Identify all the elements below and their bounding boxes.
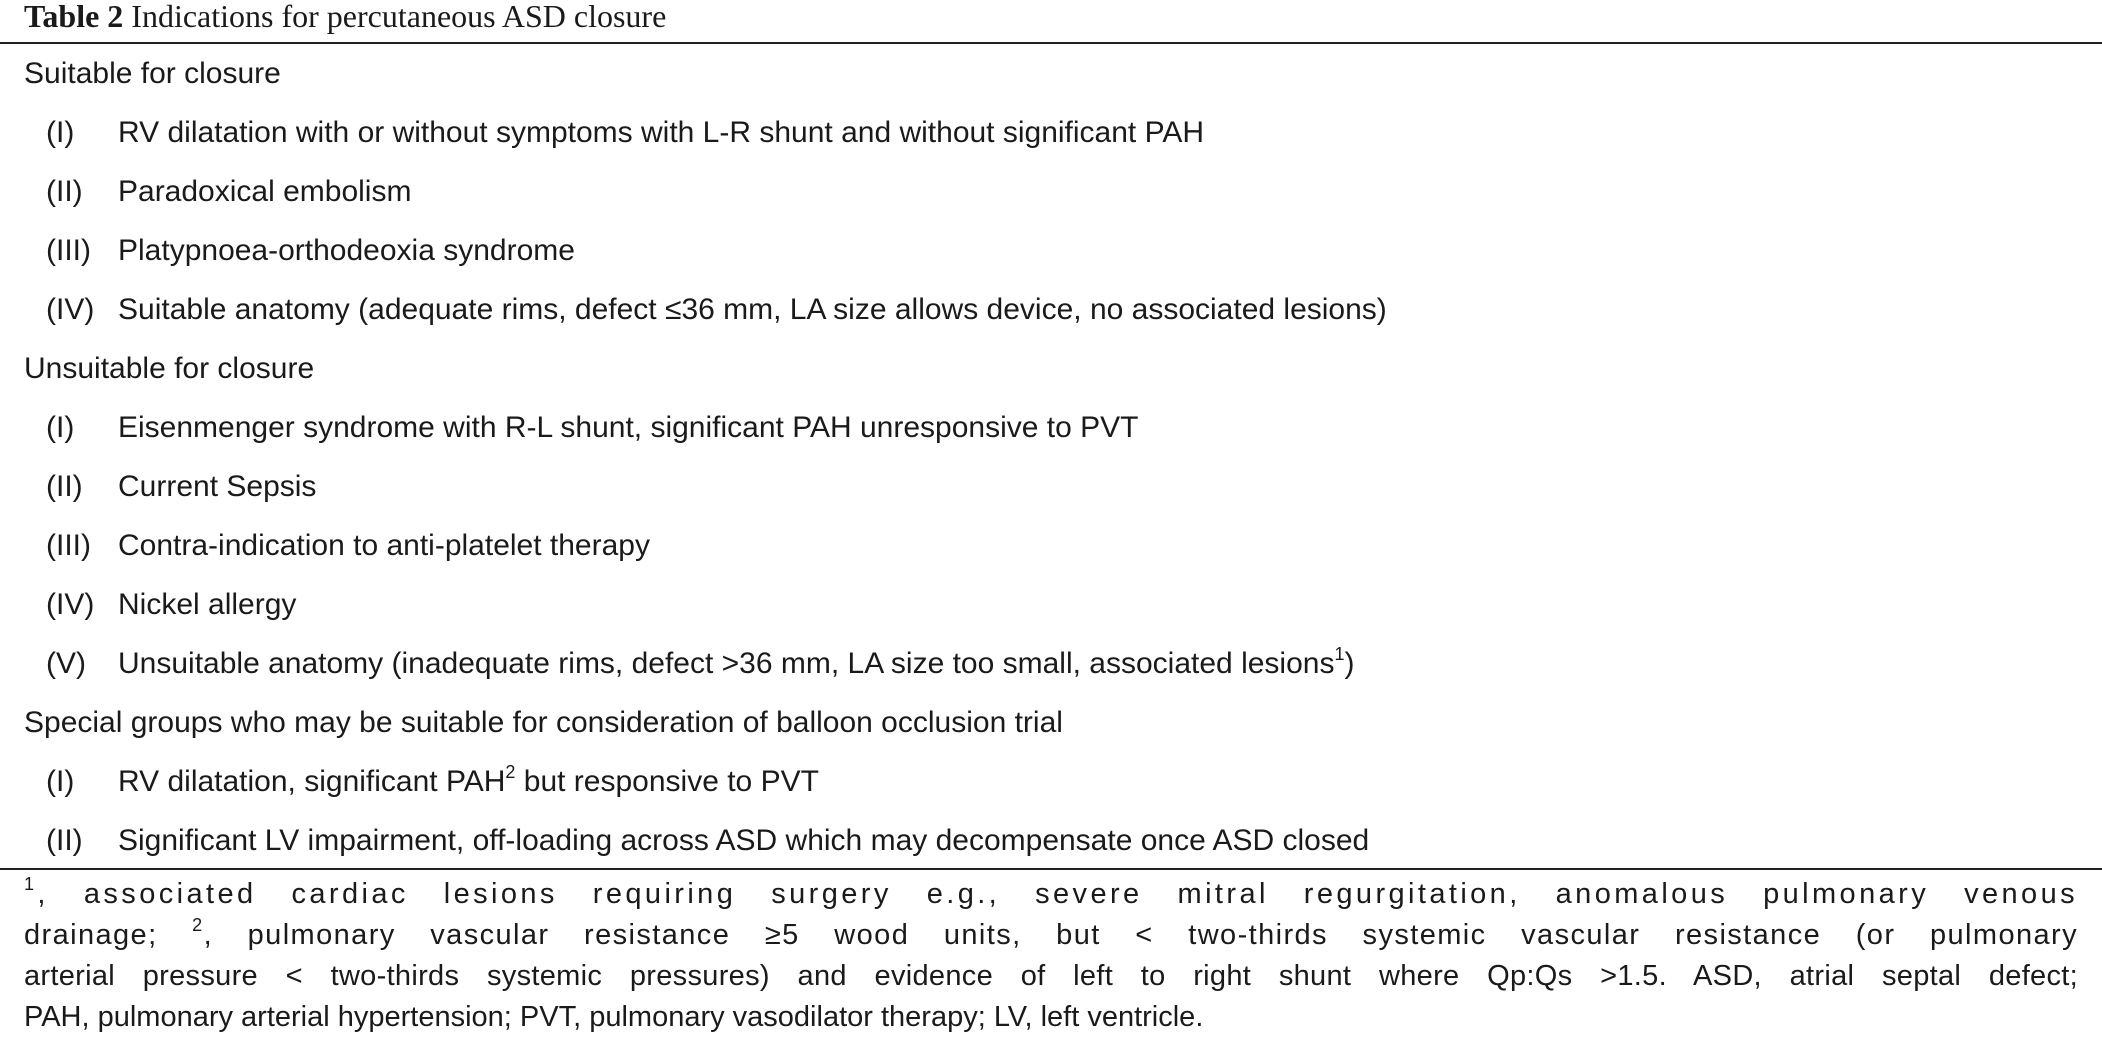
- section-heading-text: Special groups who may be suitable for consideration of balloon occlusion trial: [24, 706, 1063, 739]
- item-number: (IV): [46, 588, 95, 621]
- table-row: [0, 221, 2102, 280]
- item-number: (V): [46, 647, 86, 680]
- table-row: [0, 162, 2102, 221]
- section-heading-special-groups: [0, 693, 2102, 752]
- item-text-main: Unsuitable anatomy (inadequate rims, defect >36 mm, LA size too small, associated lesions: [118, 647, 1335, 680]
- item-text-tail: ): [1344, 647, 1355, 680]
- table-row: [0, 103, 2102, 162]
- item-text: Significant LV impairment, off-loading across ASD which may decompensate once ASD closed: [118, 824, 1370, 857]
- table-row: [0, 811, 2102, 870]
- footnote-line-4: PAH, pulmonary arterial hypertension; PVT, pulmonary vasodilator therapy; LV, left ventricle.: [24, 1001, 1204, 1033]
- item-number: (II): [46, 470, 83, 503]
- section-heading-suitable: [0, 44, 2102, 103]
- footnote-ref-1: 1: [1334, 644, 1345, 664]
- section-heading-text: Unsuitable for closure: [24, 352, 315, 385]
- footnote-line-2: [24, 915, 2078, 956]
- item-text: Nickel allergy: [118, 588, 297, 621]
- footnote-line-1: [24, 874, 2078, 915]
- table-row: [0, 752, 2102, 811]
- item-text-main: RV dilatation, significant PAH: [118, 765, 506, 798]
- item-number: (II): [46, 175, 83, 208]
- footnote-marker-2: 2: [192, 915, 204, 936]
- item-number: (III): [46, 529, 91, 562]
- item-text: Suitable anatomy (adequate rims, defect ≤36 mm, LA size allows device, no associated lesions): [118, 293, 1387, 326]
- table-row: [0, 457, 2102, 516]
- item-text: Platypnoea-orthodeoxia syndrome: [118, 234, 575, 267]
- item-text: Contra-indication to anti-platelet therapy: [118, 529, 650, 562]
- item-text-tail: but responsive to PVT: [515, 765, 819, 798]
- item-text: Paradoxical embolism: [118, 175, 412, 208]
- table-label: Table 2: [24, 0, 124, 34]
- table-caption: [24, 0, 666, 40]
- table-row: [0, 398, 2102, 457]
- footnote-text-1: , associated cardiac lesions requiring surgery e.g., severe mitral regurgitation, anomalous pulmonary venous: [37, 878, 2078, 910]
- item-text: RV dilatation with or without symptoms with L-R shunt and without significant PAH: [118, 116, 1205, 149]
- section-heading-text: Suitable for closure: [24, 57, 281, 90]
- table-body: [0, 44, 2102, 870]
- item-number: (I): [46, 411, 75, 444]
- item-number: (III): [46, 234, 91, 267]
- footnote-ref-2: 2: [505, 762, 516, 782]
- item-text: [118, 752, 819, 811]
- item-number: (I): [46, 116, 75, 149]
- table-row: [0, 516, 2102, 575]
- item-text: Current Sepsis: [118, 470, 317, 503]
- table-title: Indications for percutaneous ASD closure: [131, 0, 667, 34]
- table-footnote: [24, 874, 2078, 1038]
- item-text: Eisenmenger syndrome with R-L shunt, significant PAH unresponsive to PVT: [118, 411, 1139, 444]
- table-row: [0, 634, 2102, 693]
- footnote-marker-1: 1: [24, 874, 38, 895]
- item-number: (I): [46, 765, 75, 798]
- table-row: [0, 575, 2102, 634]
- footnote-text-2b: , pulmonary vascular resistance ≥5 wood units, but < two-thirds systemic vascular resistance (or pulmonary: [203, 919, 2078, 951]
- item-number: (II): [46, 824, 83, 857]
- footnote-line-3: arterial pressure < two-thirds systemic pressures) and evidence of left to right shunt where Qp:Qs >1.5. ASD, atrial septal defect;: [24, 960, 2078, 992]
- table-row: [0, 280, 2102, 339]
- section-heading-unsuitable: [0, 339, 2102, 398]
- item-number: (IV): [46, 293, 95, 326]
- bottom-rule: [0, 868, 2102, 870]
- item-text: [118, 634, 1354, 693]
- footnote-text-2a: drainage;: [24, 919, 193, 951]
